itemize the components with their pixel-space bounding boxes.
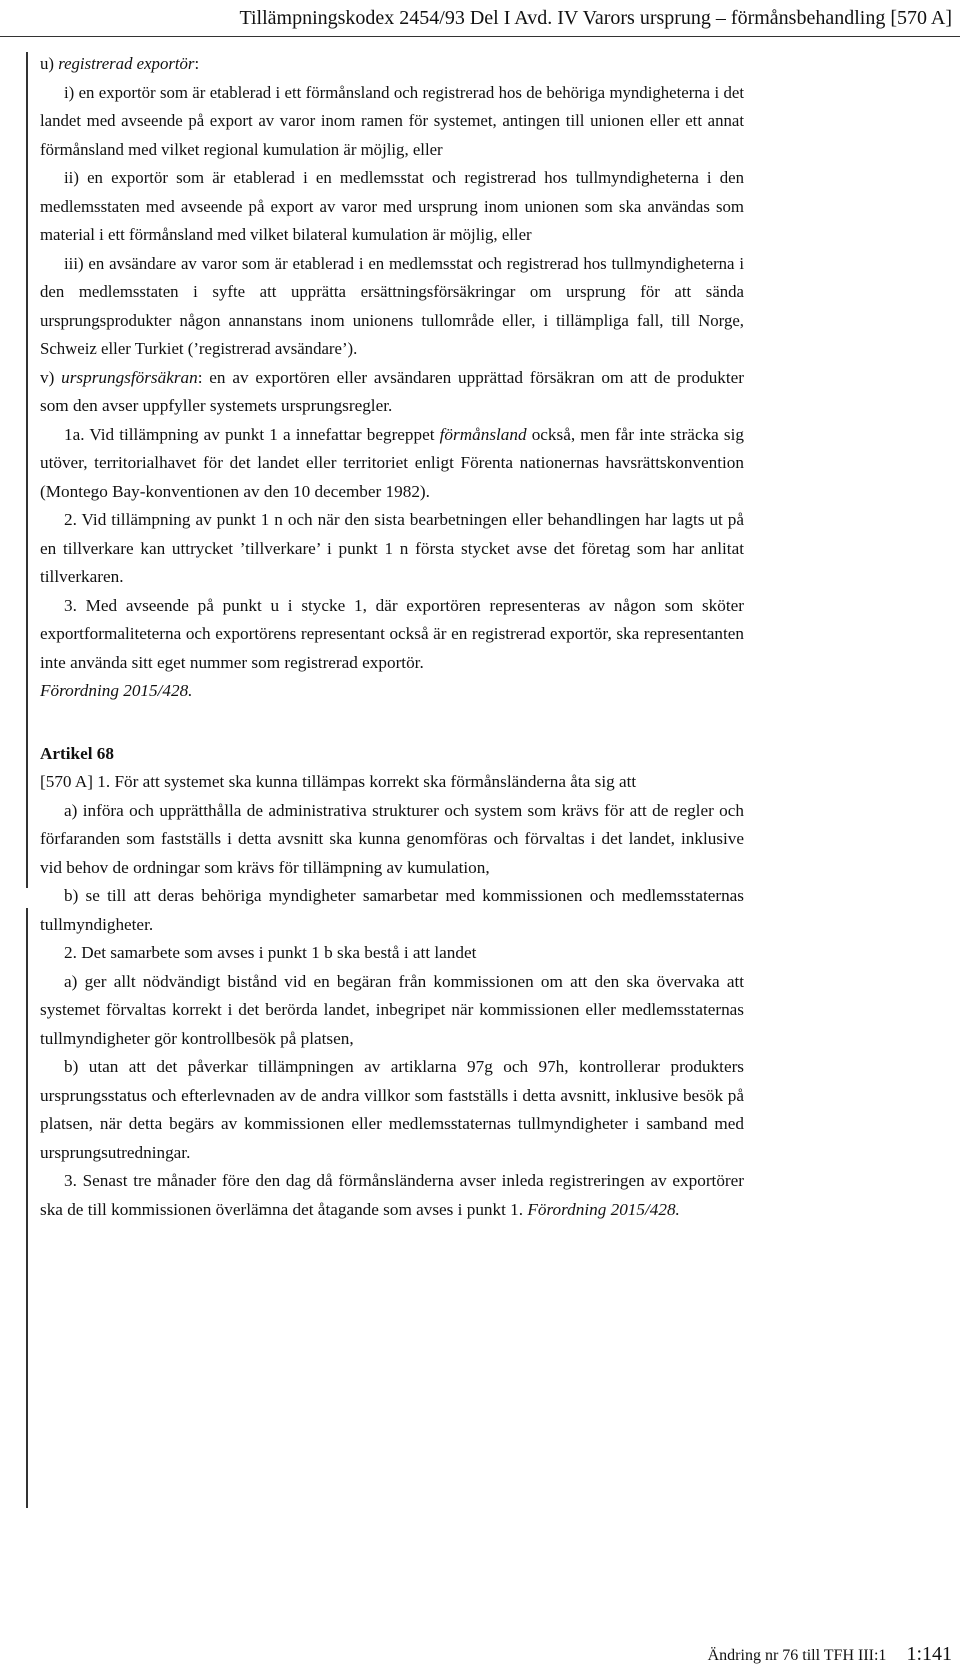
amendment-note: Ändring nr 76 till TFH III:1	[707, 1647, 887, 1664]
definition-u-ii: ii) en exportör som är etablerad i en medlemsstat och registrerad hos tullmyndigheterna i den medlemsstaten med avseende på export av varor med ursprung inom unionen som ska användas som material i ett förmånsland med vilket bilateral kumulation är möjlig, eller	[40, 168, 744, 244]
article-paragraph-2b: b) utan att det påverkar tillämpningen av artiklarna 97g och 97h, kontrollerar produkters ursprungsstatus och efterlevnaden av de andra villkor som fastställs i detta avsnitt, inklusive besök på platsen, när detta begärs av kommissionen eller medlemsstaternas tullmyndigheter i samband med ursprungsutredningar.	[40, 1057, 744, 1162]
article-paragraph-2a: a) ger allt nödvändigt bistånd vid en begäran från kommissionen om att den ska övervaka att systemet förvaltas korrekt i det berörda landet, inbegripet när kommissionen eller medlemsstaternas tullmyndigheter gör kontrollbesök på platsen,	[40, 971, 744, 1048]
regulation-reference: Förordning 2015/428.	[527, 1199, 680, 1219]
definition-u-iii: iii) en avsändare av varor som är etablerad i en medlemsstat och registrerad hos tullmyndigheterna i den medlemsstaten i syfte att upprätta ersättningsförsäkringar om ursprung för att sända ursprungsprodukter någon annanstans inom unionens tullområde eller, i tillämpliga fall, till Norge, Schweiz eller Turkiet (’registrerad avsändare’).	[40, 253, 744, 358]
term-beneficiary-country: förmånsland	[439, 424, 527, 444]
article-title: Artikel 68	[40, 743, 114, 763]
definitions-section	[40, 50, 744, 364]
paragraph-1a: 1a. Vid tillämpning av punkt 1 a innefattar begreppet förmånsland också, men får inte sträcka sig utöver, territorialhavet för det landet eller territoriet enligt Förenta nationernas havsrättskonvention (Montego Bay-konventionen av den 10 december 1982).	[40, 424, 744, 501]
definition-v: v) ursprungsförsäkran: en av exportören eller avsändaren upprättad försäkran om att de produkter som den avser uppfyller systemets ursprungsregler.	[40, 367, 745, 415]
change-bar	[26, 52, 28, 888]
definition-u: u) registrerad exportör:	[40, 54, 200, 73]
paragraph-2: 2. Vid tillämpning av punkt 1 n och när den sista bearbetningen eller behandlingen har lagts ut på en tillverkare kan uttrycket ’tillverkare’ i punkt 1 n första stycket avse det företag som har anlitat tillverkaren.	[40, 510, 744, 586]
change-bar	[26, 908, 28, 1508]
document-body	[40, 50, 744, 1224]
header-rule	[0, 36, 960, 37]
term-origin-declaration: ursprungsförsäkran	[61, 367, 198, 387]
page-footer	[708, 1643, 952, 1666]
article-paragraph-2: 2. Det samarbete som avses i punkt 1 b ska bestå i att landet	[64, 943, 477, 962]
term-registered-exporter: registrerad exportör	[58, 54, 195, 73]
regulation-reference: Förordning 2015/428.	[40, 681, 193, 700]
page-number: 1:141	[906, 1643, 952, 1665]
article-paragraph-1a: a) införa och upprätthålla de administrativa strukturer och system som krävs för att de regler och förfaranden som fastställs i detta avsnitt ska kunna genomföras och förvaltas i det landet, inklusive vid behov de ordningar som krävs för tillämpning av kumulation,	[40, 800, 744, 877]
section-gap	[40, 706, 744, 734]
definition-u-i: i) en exportör som är etablerad i ett förmånsland och registrerad hos de behöriga myndigheterna i det landet med avseende på export av varor inom ramen för systemet, antingen till unionen eller ett annat förmånsland med vilket regional kumulation är möjlig, eller	[40, 82, 744, 159]
running-header: Tillämpningskodex 2454/93 Del I Avd. IV Varors ursprung – förmånsbehandling [570 A]	[239, 7, 952, 29]
article-paragraph-1: [570 A] 1. För att systemet ska kunna tillämpas korrekt ska förmånsländerna åta sig att	[40, 772, 637, 791]
paragraph-3: 3. Med avseende på punkt u i stycke 1, där exportören representeras av någon som sköter exportformaliteterna och exportörens representant också är en registrerad exportör, ska representanten inte använda sitt eget nummer som registrerad exportör.	[40, 595, 744, 672]
article-paragraph-1b: b) se till att deras behöriga myndigheter samarbetar med kommissionen och medlemsstaternas tullmyndigheter.	[40, 886, 744, 934]
article-paragraph-3: 3. Senast tre månader före den dag då förmånsländerna avser inleda registreringen av exportörer ska de till kommissionen överlämna det åtagande som avses i punkt 1. Förordning 2015/428.	[40, 1171, 744, 1219]
